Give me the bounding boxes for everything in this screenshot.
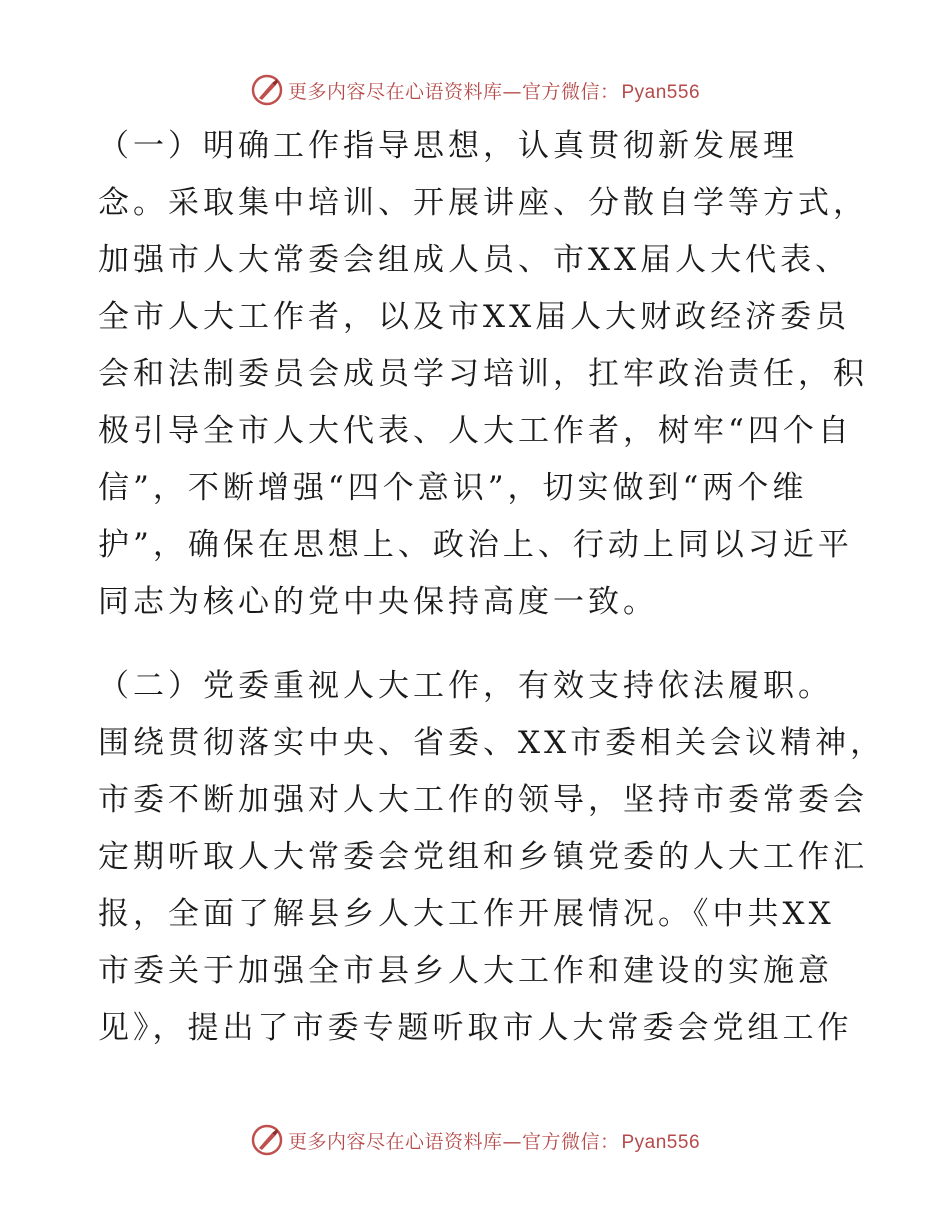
quill-pen-logo-icon [250,1123,284,1157]
paragraph-2 [98,658,886,1057]
text-line: 见》，提出了市委专题听取市人大常委会党组工作 [98,1010,853,1046]
text-line: 全市人大工作者，以及市XX届人大财政经济委员 [98,299,851,335]
watermark-text: 更多内容尽在心语资料库—官方微信： Pyan556 [287,1130,701,1153]
text-line: 护”，确保在思想上、政治上、行动上同以习近平 [98,527,853,563]
text-line: 围绕贯彻落实中央、省委、XX市委相关会议精神， [98,725,886,761]
text-line: 定期听取人大常委会党组和乡镇党委的人大工作汇 [98,839,868,875]
text-line: 极引导全市人大代表、人大工作者，树牢“四个自 [98,413,853,449]
text-line: 会和法制委员会成员学习培训，扛牢政治责任，积 [98,356,868,392]
text-line: 市委不断加强对人大工作的领导，坚持市委常委会 [98,782,868,818]
text-line: 信”，不断增强“四个意识”，切实做到“两个维 [98,470,808,506]
text-line: 报，全面了解县乡人大工作开展情况。《中共XX [98,896,835,932]
text-line: （一）明确工作指导思想，认真贯彻新发展理 [98,128,798,164]
header-watermark [0,70,950,110]
watermark-text: 更多内容尽在心语资料库—官方微信： Pyan556 [287,80,701,103]
text-line: （二）党委重视人大工作，有效支持依法履职。 [98,668,833,704]
text-line: 市委关于加强全市县乡人大工作和建设的实施意 [98,953,833,989]
quill-pen-logo-icon [250,73,284,107]
text-line: 同志为核心的党中央保持高度一致。 [98,584,658,620]
text-line: 加强市人大常委会组成人员、市XX届人大代表、 [98,242,851,278]
text-line: 念。采取集中培训、开展讲座、分散自学等方式， [98,185,868,221]
paragraph-1 [98,118,868,631]
footer-watermark [0,1120,950,1160]
